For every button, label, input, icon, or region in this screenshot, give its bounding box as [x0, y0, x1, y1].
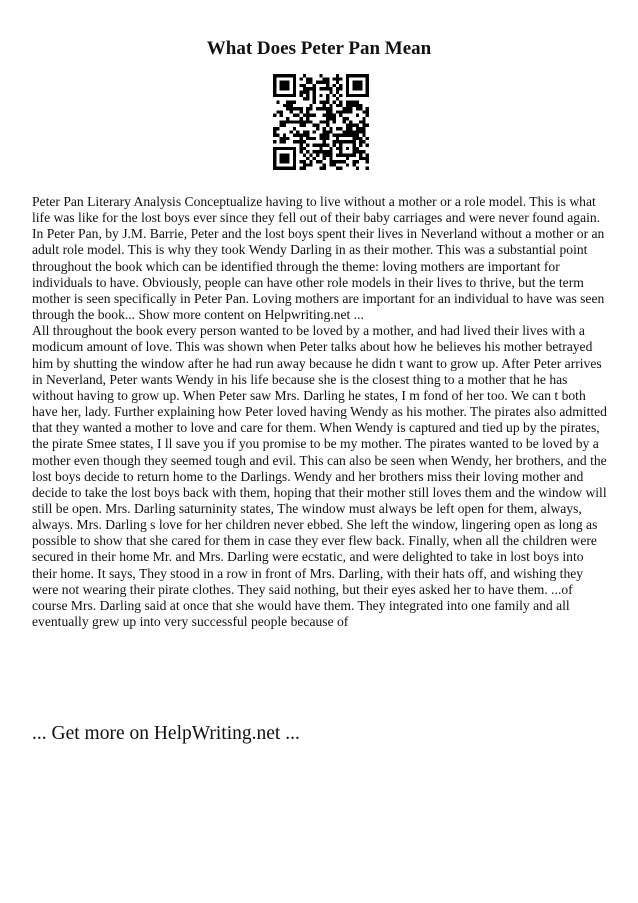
article-body	[32, 194, 607, 630]
page-title: What Does Peter Pan Mean	[206, 38, 432, 59]
get-more-link[interactable]: ... Get more on HelpWriting.net ...	[32, 723, 300, 744]
article-paragraph: Peter Pan Literary Analysis Conceptualize having to live without a mother or a role model. This is what life was like for the lost boys ever since they fell out of their baby carriages and were never found again. In Peter Pan, by J.M. Barrie, Peter and the lost boys spent their lives in Neverland without a mother or an adult role model. This is why they took Wendy Darling in as their mother. This was a substantial point throughout the book which can be identified through the theme: loving mothers are important for individuals to have. Obviously, people can have other role models in their lives to thrive, but the term mother is seen specifically in Peter Pan. Loving mothers are important for an individual to have was seen through the book... Show more content on Helpwriting.net ...	[32, 194, 605, 323]
qr-code-image	[273, 74, 369, 170]
article-paragraph: All throughout the book every person wanted to be loved by a mother, and had lived their lives with a modicum amount of love. This was shown when Peter talks about how he believes his mother betrayed him by shutting the window after he had run away because he didn t want to grow up. After Peter arrives in Neverland, Peter wants Wendy in his life because she is the closest thing to a mother that he has without having to grow up. When Peter saw Mrs. Darling he states, I m fond of her too. We can t both have her, lady. Further explaining how Peter loved having Wendy as his mother. The pirates also admitted that they wanted a mother to love and care for them. When Wendy is captured and tied up by the pirates, the pirate Smee states, I ll save you if you promise to be my mother. The pirates wanted to be loved by a mother even though they seemed tough and evil. This can also be seen when Wendy, her brothers, and the lost boys decide to return home to the Darlings. Wendy and her brothers miss their loving mother and decide to take the lost boys back with them, hoping that their mother still loves them and the window will still be open. Mrs. Darling saturninity states, The window must always be left open for them, always, always. Mrs. Darling s love for her children never ebbed. She left the window, lingering open as long as possible to show that she cared for them in case they ever flew back. Finally, when all the children were secured in their home Mr. and Mrs. Darling were ecstatic, and were delighted to take in lost boys into their home. It says, They stood in a row in front of Mrs. Darling, with their hats off, and wishing they were not wearing their pirate clothes. They said nothing, but their eyes asked her to have them. ...of course Mrs. Darling said at once that she would have them. They integrated into one family and all eventually grew up into very successful people because of	[32, 323, 607, 630]
